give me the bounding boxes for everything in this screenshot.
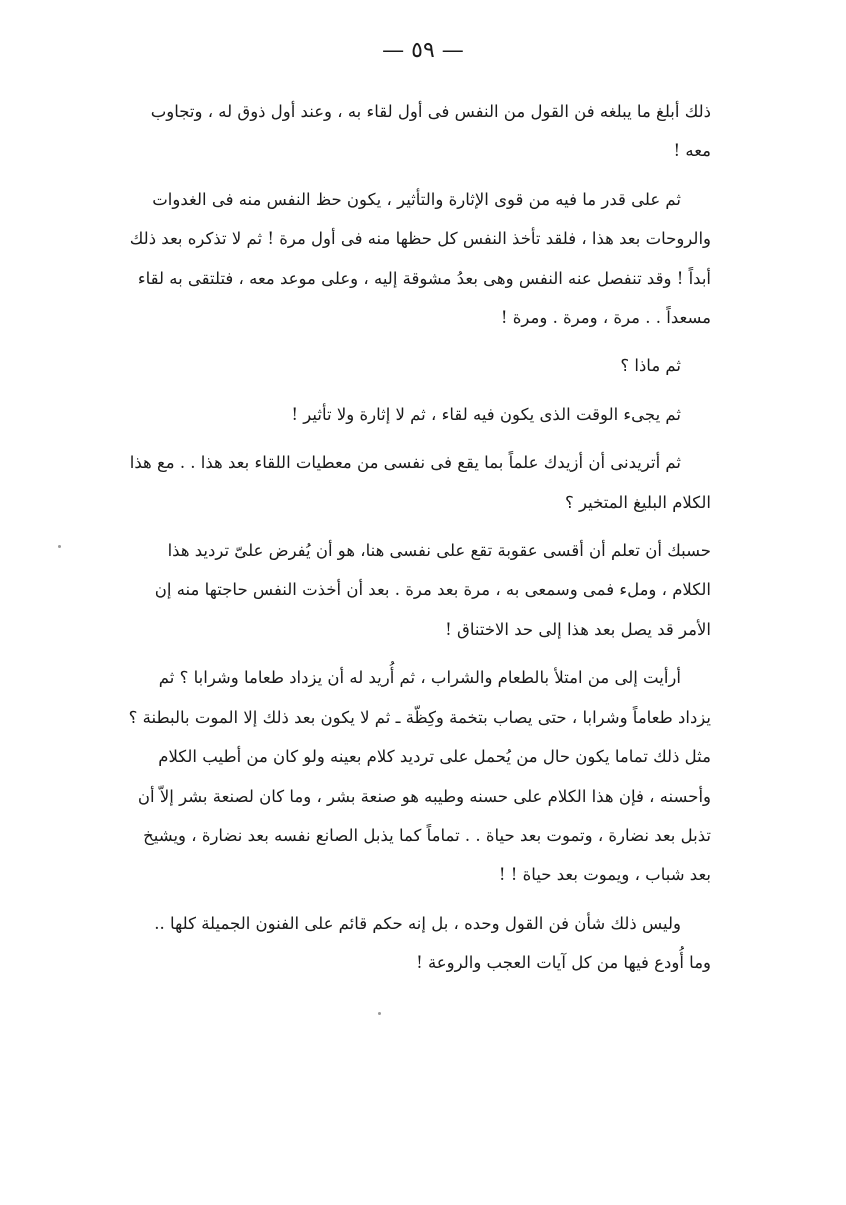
page-number: — ٥٩ — <box>382 38 464 63</box>
paragraph-2: ثم على قدر ما فيه من قوى الإثارة والتأثير ، يكون حظ النفس منه فى الغدوات والروحات بعد هذا ، فلقد تأخذ النفس كل حظها منه فى أول مرة ! ثم لا تذكره بعد ذلك أبداً ! وقد تنفصل عنه النفس وهى بعدُ مشوقة إليه ، وعلى موعد معه ، فتلتقى به لقاء مسعداً . . مرة ، ومرة . ومرة ! <box>129 189 711 328</box>
scan-speck <box>58 545 61 548</box>
body-text <box>128 92 711 992</box>
paragraph-3: ثم ماذا ؟ <box>620 356 681 376</box>
paragraph-7: أرأيت إلى من امتلأ بالطعام والشراب ، ثم أُريد له أن يزداد طعاما وشرابا ؟ ثم يزداد طعاماً وشرابا ، حتى يصاب بتخمة وكِظّة ـ ثم لا يكون بعد ذلك إلا الموت بالبطنة ؟ مثل ذلك تماما يكون حال من يُحمل على ترديد كلام بعينه ولو كان من أطيب الكلام وأحسنه ، فإن هذا الكلام على حسنه وطيبه هو صنعة بشر ، وما كان لصنعة بشر إلاّ أن تذبل بعد نضارة ، وتموت بعد حياة . . تماماً كما يذبل الصانع نفسه بعد نضارة ، ويشيخ بعد شباب ، ويموت بعد حياة ! ! <box>128 668 711 885</box>
paragraph-4: ثم يجىء الوقت الذى يكون فيه لقاء ، ثم لا إثارة ولا تأثير ! <box>291 404 681 424</box>
paragraph-8: وليس ذلك شأن فن القول وحده ، بل إنه حكم قائم على الفنون الجميلة كلها .. وما أُودع فيها من كل آيات العجب والروعة ! <box>154 913 711 973</box>
paragraph-5: ثم أتريدنى أن أزيدك علماً بما يقع فى نفسى من معطيات اللقاء بعد هذا . . مع هذا الكلام البليغ المتخير ؟ <box>129 453 711 512</box>
scan-speck <box>378 1012 381 1015</box>
paragraph-1: ذلك أبلغ ما يبلغه فن القول من النفس فى أول لقاء به ، وعند أول ذوق له ، وتجاوب معه ! <box>150 102 711 161</box>
paragraph-6: حسبك أن تعلم أن أقسى عقوبة تقع على نفسى هنا، هو أن يُفرض علىّ ترديد هذا الكلام ، وملء فمى وسمعى به ، مرة بعد مرة . بعد أن أخذت النفس حاجتها منه إن الأمر قد يصل بعد هذا إلى حد الاختناق ! <box>154 541 711 639</box>
